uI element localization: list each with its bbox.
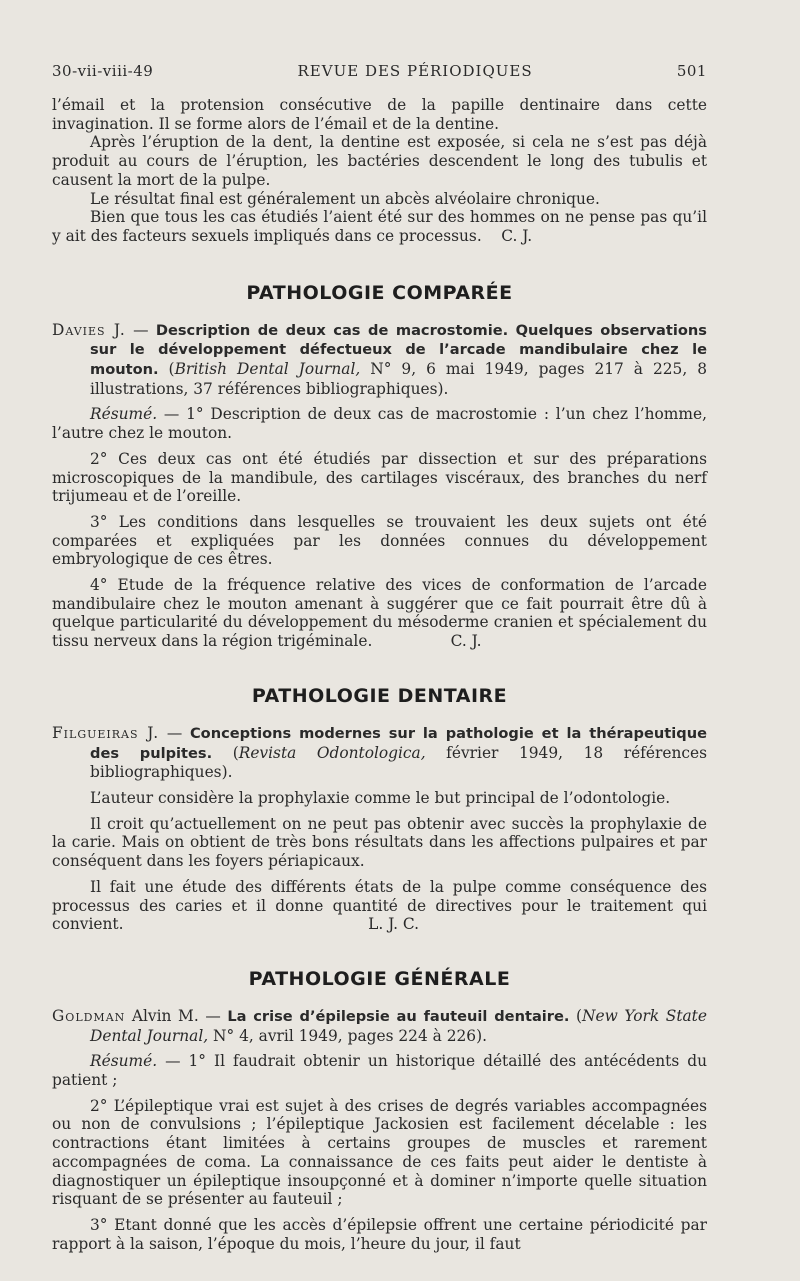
section-title: PATHOLOGIE GÉNÉRALE (248, 967, 511, 990)
ref-open: ( (212, 743, 239, 762)
resume-label: Résumé. (90, 405, 158, 424)
section-title: PATHOLOGIE DENTAIRE (251, 684, 508, 707)
signature: L. J. C. (368, 915, 420, 934)
article-citation (52, 724, 707, 782)
summary-paragraph (52, 878, 707, 934)
section-pathologie-dentaire (52, 685, 707, 934)
summary-paragraph: Il croit qu’actuellement on ne peut pas obtenir avec succès la prophylaxie de la carie. Mais on obtient de très bons résultats dans les affections pulpaires et par conséquent dans les foyers périapicaux. (52, 814, 707, 871)
reference-details: N° 9, 6 mai 1949, pages 217 à 225, 8 illustrations, 37 références bibliographiques). (90, 360, 708, 398)
summary-paragraph (52, 405, 707, 442)
intro-paragraph: l’émail et la protension consécutive de la papille dentinaire dans cette invagination. Il se forme alors de l’émail et de la dentine. (52, 96, 707, 133)
header-date: 30-vii-viii-49 (52, 62, 154, 80)
dash: — (159, 723, 190, 742)
intro-paragraph (52, 208, 707, 245)
header-journal-title: REVUE DES PÉRIODIQUES (297, 62, 533, 80)
intro-text: Bien que tous les cas étudiés l’aient été sur des hommes on ne pense pas qu’il y ait des facteurs sexuels impliqués dans ce processus. (52, 208, 707, 245)
summary-text: 4° Etude de la fréquence relative des vices de conformation de l’arcade mandibulaire chez le mouton amenant à suggérer que ce fait pourrait être dû à quelque particularité du développement du mésoderme cranien et spécialement du tissu nerveux dans la région trigéminale. (52, 576, 707, 651)
summary-text: — 1° Il faudrait obtenir un historique détaillé des antécédents du patient ; (52, 1052, 707, 1090)
summary-paragraph: L’auteur considère la prophylaxie comme le but principal de l’odontologie. (90, 788, 671, 807)
article-citation (52, 321, 707, 399)
summary-text: Il fait une étude des différents états de la pulpe comme conséquence des processus des caries et il donne quantité de directives pour le traitement qui convient. (52, 877, 707, 934)
ref-open: ( (158, 360, 175, 379)
article-title: Conceptions modernes sur la pathologie et la thérapeutique des pulpites. (90, 724, 707, 762)
signature: C. J. (450, 632, 482, 651)
summary-paragraph: 2° Ces deux cas ont été étudiés par dissection et sur des préparations microscopiques de la mandibule, des cartilages viscéraux, des branches du nerf trijumeau et de l’oreille. (52, 449, 707, 506)
intro-block (52, 96, 707, 246)
section-title: PATHOLOGIE COMPARÉE (246, 281, 513, 304)
reference-details: N° 4, avril 1949, pages 224 à 226). (208, 1026, 487, 1045)
ref-open: ( (569, 1006, 583, 1025)
article-citation (52, 1007, 707, 1045)
author-name: Davies J. (52, 320, 126, 339)
journal-name: New York State Dental Journal, (90, 1006, 707, 1045)
summary-paragraph: 3° Les conditions dans lesquelles se trouvaient les deux sujets ont été comparées et expliquées par les données connues du développement embryologique de ces êtres. (52, 512, 707, 569)
author-name: Filgueiras J. (52, 723, 160, 742)
section-pathologie-comparee (52, 282, 707, 651)
dash: — (125, 320, 156, 339)
intro-paragraph: Le résultat final est généralement un abcès alvéolaire chronique. (90, 189, 600, 208)
author-firstname: Alvin M. (125, 1006, 199, 1025)
author-name: Goldman (52, 1006, 126, 1025)
summary-paragraph (52, 576, 707, 651)
dash: — (198, 1006, 228, 1025)
summary-paragraph: 3° Etant donné que les accès d’épilepsie offrent une certaine périodicité par rapport à la saison, l’époque du mois, l’heure du jour, il faut (52, 1215, 707, 1253)
intro-signature: C. J. (501, 226, 533, 245)
running-header (52, 62, 707, 80)
page-number: 501 (676, 62, 707, 80)
reference-details: février 1949, 18 références bibliographiques). (90, 743, 707, 782)
article-title: La crise d’épilepsie au fauteuil dentaire. (227, 1007, 570, 1025)
intro-paragraph: Après l’éruption de la dent, la dentine est exposée, si cela ne s’est pas déjà produit au cours de l’éruption, les bactéries descendent le long des tubulis et causent la mort de la pulpe. (52, 133, 707, 189)
article-title: Description de deux cas de macrostomie. Quelques observations sur le développement défectueux de l’arcade mandibulaire chez le mouton. (90, 321, 707, 379)
summary-text: — 1° Description de deux cas de macrostomie : l’un chez l’homme, l’autre chez le mouton. (52, 405, 707, 443)
section-pathologie-generale (52, 968, 707, 1253)
journal-name: Revista Odontologica, (238, 743, 426, 762)
journal-name: British Dental Journal, (174, 360, 361, 379)
resume-label: Résumé. (90, 1052, 158, 1071)
summary-paragraph (52, 1052, 707, 1089)
summary-paragraph: 2° L’épileptique vrai est sujet à des crises de degrés variables accompagnées ou non de convulsions ; l’épileptique Jackosien est facilement décelable : les contractions étant limitées à certains groupes de muscles et rarement accompagnées de coma. La connaissance de ces faits peut aider le dentiste à diagnostiquer un épileptique insoupçonné et à dominer n’importe quelle situation risquant de se présenter au fauteuil ; (52, 1096, 707, 1209)
